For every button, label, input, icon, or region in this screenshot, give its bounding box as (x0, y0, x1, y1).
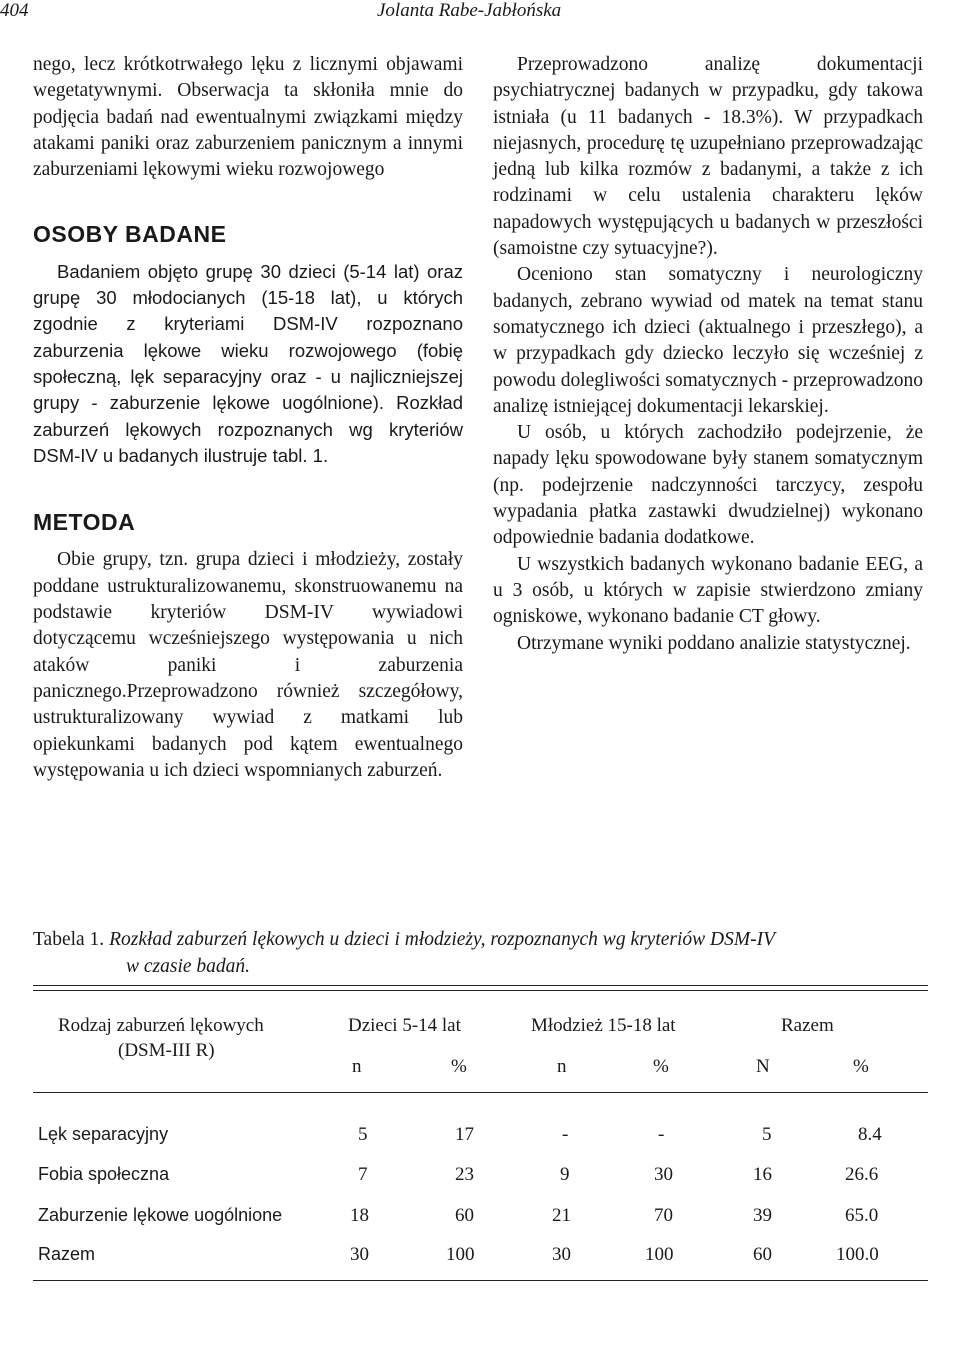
table-caption (33, 926, 933, 980)
right-column (493, 52, 923, 657)
table-cell-pct-total: 26.6 (845, 1164, 879, 1185)
table-cell-label: Zaburzenie lękowe uogólnione (38, 1205, 283, 1225)
table-bottom-rule (33, 1280, 928, 1281)
table-subheader-n-youth: n (557, 1056, 567, 1077)
table-subheader-pct-children: % (451, 1056, 467, 1077)
table-subheader-n-total: N (756, 1056, 770, 1077)
table-subheader-pct-total: % (853, 1056, 869, 1077)
table-cell-pct-children: 100 (446, 1244, 475, 1265)
table-caption-title: Rozkład zaburzeń lękowych u dzieci i młodzieży, rozpoznanych wg kryteriów DSM-IV (109, 929, 776, 950)
table-cell-label: Lęk separacyjny (38, 1124, 169, 1144)
table-cell-n-youth: 30 (552, 1244, 571, 1265)
table-cell-n-children: 7 (358, 1164, 368, 1185)
table-cell-n-children: 18 (350, 1205, 369, 1226)
section-heading-metoda: METODA (33, 509, 136, 536)
table-cell-label: Razem (38, 1244, 96, 1264)
table-header-type-classification: (DSM-III R) (118, 1040, 215, 1061)
table-cell-pct-youth: - (658, 1124, 665, 1145)
table-header-youth: Młodzież 15-18 lat (531, 1015, 676, 1036)
table-cell-pct-total: 65.0 (845, 1205, 879, 1226)
table-cell-n-total: 39 (753, 1205, 772, 1226)
table-cell-pct-total: 8.4 (858, 1124, 882, 1145)
paragraph-intro: nego, lecz krótkotrwałego lęku z licznymi objawami wegetatywnymi. Obserwacja ta skłoniła mnie do podjęcia badań nad ewentualnymi związkami między atakami paniki oraz zaburzeniem panicznym a innymi zaburzeniami lękowymi wieku rozwojowego (33, 54, 463, 181)
table-cell-pct-children: 60 (455, 1205, 474, 1226)
table-cell-n-children: 5 (358, 1124, 368, 1145)
paragraph-stan-somatyczny: Oceniono stan somatyczny i neurologiczny badanych, zebrano wywiad od matek na temat stanu somatycznego ich dzieci (aktualnego i przeszłego), a w przypadkach gdy dziecko leczyło się wcześniej z powodu dolegliwości somatycznych - przeprowadzono analizę istniejącej dokumentacji lekarskiej. (493, 264, 923, 417)
table-cell-n-total: 16 (753, 1164, 772, 1185)
table-cell-pct-youth: 100 (645, 1244, 674, 1265)
table-caption-title-cont: w czasie badań. (126, 956, 251, 977)
paragraph-statystyka: Otrzymane wyniki poddano analizie statystycznej. (517, 632, 911, 654)
table-cell-n-youth: 9 (560, 1164, 570, 1185)
table-cell-n-total: 60 (753, 1244, 772, 1265)
table-cell-n-youth: - (562, 1124, 569, 1145)
table-cell-pct-children: 17 (455, 1124, 474, 1145)
table-header-type: Rodzaj zaburzeń lękowych (58, 1015, 264, 1036)
left-column (33, 52, 463, 784)
page-number: 404 (0, 0, 29, 21)
table-cell-pct-children: 23 (455, 1164, 474, 1185)
paragraph-badania-dodatkowe: U osób, u których zachodziło podejrzenie, że napady lęku spowodowane były stanem somatycznym (np. podejrzenie nadczynności tarczycy, zespołu wypadania płatka zastawki dwudzielnej) wykonano odpowiednie badania dodatkowe. (493, 422, 923, 549)
table-header-rule (33, 1092, 928, 1093)
section-heading-osoby-badane: OSOBY BADANE (33, 221, 227, 248)
table-cell-label: Fobia społeczna (38, 1164, 170, 1184)
running-header-author: Jolanta Rabe-Jabłońska (377, 0, 562, 21)
table-cell-n-youth: 21 (552, 1205, 571, 1226)
table-cell-n-total: 5 (762, 1124, 772, 1145)
table-header-children: Dzieci 5-14 lat (348, 1015, 461, 1036)
table-header-total: Razem (781, 1015, 834, 1036)
table-top-rule (33, 985, 928, 991)
table-subheader-n-children: n (352, 1056, 362, 1077)
paragraph-metoda: Obie grupy, tzn. grupa dzieci i młodzieży, zostały poddane ustrukturalizowanemu, skonstruowanemu na podstawie kryteriów DSM-IV wywiadowi dotyczącemu wcześniejszego występowania u nich ataków paniki i zaburzenia panicznego.Przeprowadzono również szczegółowy, ustrukturalizowany wywiad z matkami lub opiekunkami badanych pod kątem ewentualnego występowania u ich dzieci wspomnianych zaburzeń. (33, 549, 463, 781)
table-cell-pct-youth: 30 (654, 1164, 673, 1185)
table-cell-pct-total: 100.0 (836, 1244, 879, 1265)
table-cell-n-children: 30 (350, 1244, 369, 1265)
table-subheader-pct-youth: % (653, 1056, 669, 1077)
table-caption-label: Tabela 1. (33, 929, 105, 950)
paragraph-eeg: U wszystkich badanych wykonano badanie EEG, a u 3 osób, u których w zapisie stwierdzono zmiany ogniskowe, wykonano badanie CT głowy. (493, 553, 923, 628)
paragraph-osoby-badane: Badaniem objęto grupę 30 dzieci (5-14 lat) oraz grupę 30 młodocianych (15-18 lat), u których zgodnie z kryteriami DSM-IV rozpoznano zaburzenia lękowe wieku rozwojowego (fobię społeczną, lęk separacyjny oraz - u najliczniejszej grupy - zaburzenie lękowe uogólnione). Rozkład zaburzeń lękowych rozpoznanych wg kryteriów DSM-IV u badanych ilustruje tabl. 1. (33, 260, 463, 466)
paragraph-dokumentacja: Przeprowadzono analizę dokumentacji psychiatrycznej badanych w przypadku, gdy takowa istniała (u 11 badanych - 18.3%). W przypadkach niejasnych, procedurę tę uzupełniano przeprowadzając jedną lub kilka rozmów z badanymi, a także z ich rodzinami w celu ustalenia charakteru lęków napadowych występujących u badanych w przeszłości (samoistne czy sytuacyjne?). (493, 54, 923, 260)
table-cell-pct-youth: 70 (654, 1205, 673, 1226)
